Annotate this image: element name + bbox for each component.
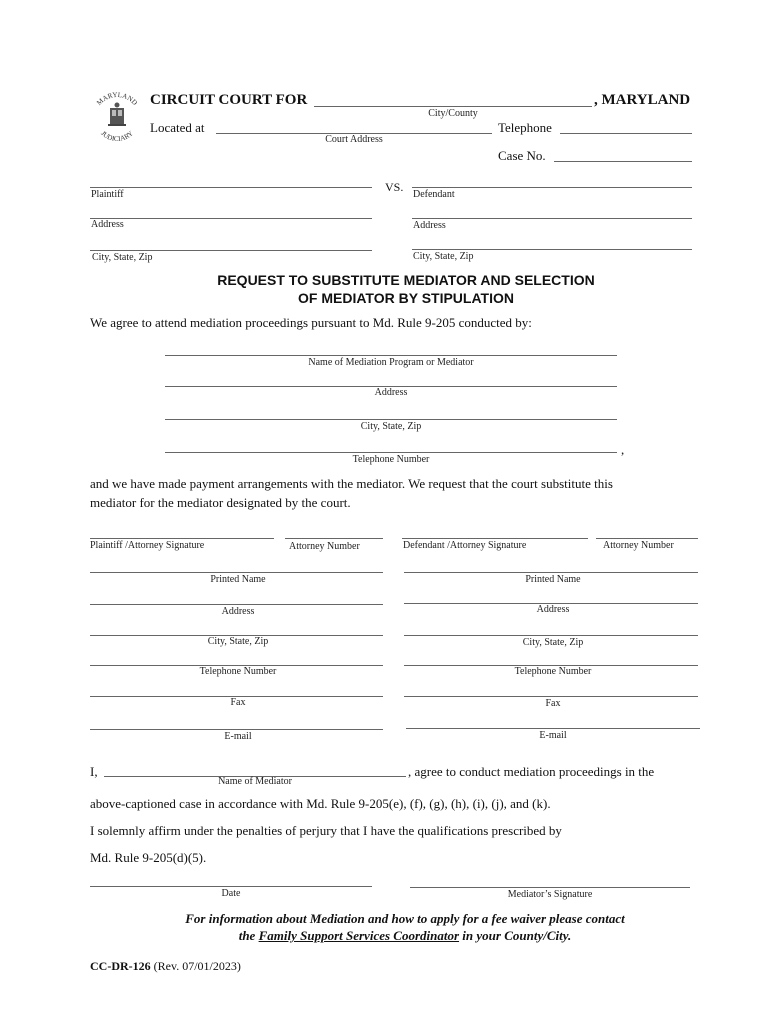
mediator-csz-label: City, State, Zip (360, 421, 422, 432)
located-at-label: Located at (150, 120, 205, 135)
affirmation-line3: I solemnly affirm under the penalties of perjury that I have the qualifications prescribed by (90, 823, 562, 838)
plaintiff-fax-label: Fax (230, 697, 246, 708)
plaintiff-line[interactable] (90, 187, 372, 188)
state-suffix: , MARYLAND (594, 92, 691, 108)
mediator-signature-label: Mediator’s Signature (507, 889, 593, 900)
mediator-name-label: Name of Mediation Program or Mediator (308, 357, 474, 368)
defendant-csz-label: City, State, Zip (413, 251, 474, 262)
defendant-fax-line[interactable] (404, 696, 698, 697)
plaintiff-address-line[interactable] (90, 218, 372, 219)
plaintiff-signature-label: Plaintiff /Attorney Signature (90, 540, 205, 551)
form-revision: (Rev. 07/01/2023) (153, 959, 241, 973)
plaintiff-printed-name-label: Printed Name (210, 574, 266, 585)
defendant-line[interactable] (412, 187, 692, 188)
defendant-printed-name-label: Printed Name (525, 574, 581, 585)
plaintiff-attorney-number-label: Attorney Number (289, 541, 360, 552)
defendant-fax-label: Fax (545, 698, 561, 709)
defendant-signature-label: Defendant /Attorney Signature (403, 540, 527, 551)
defendant-sig-phone-label: Telephone Number (514, 666, 592, 677)
defendant-csz-line[interactable] (412, 249, 692, 250)
court-telephone-line[interactable] (560, 133, 692, 134)
defendant-signature-line[interactable] (402, 538, 588, 539)
plaintiff-address-label: Address (91, 219, 124, 230)
telephone-label: Telephone (498, 120, 552, 135)
defendant-sig-csz-line[interactable] (404, 635, 698, 636)
defendant-email-label: E-mail (539, 730, 567, 741)
defendant-sig-csz-label: City, State, Zip (522, 637, 584, 648)
form-id: CC-DR-126 (90, 959, 151, 973)
defendant-address-label: Address (413, 220, 446, 231)
mediator-telephone-line[interactable] (165, 452, 617, 453)
note-line2-pre: the (238, 928, 256, 943)
vs-label: VS. (385, 180, 404, 194)
affirmation-line2: above-captioned case in accordance with Md. Rule 9-205(e), (f), (g), (h), (i), (j), and (k). (90, 796, 551, 811)
plaintiff-sig-address-line[interactable] (90, 604, 383, 605)
city-county-label: City/County (428, 108, 478, 119)
defendant-label: Defendant (413, 189, 455, 200)
form-title-line1: REQUEST TO SUBSTITUTE MEDIATOR AND SELECTION (217, 272, 595, 288)
court-address-label: Court Address (325, 134, 383, 145)
defendant-address-line[interactable] (412, 218, 692, 219)
defendant-printed-name-line[interactable] (404, 572, 698, 573)
city-county-line[interactable] (314, 106, 592, 107)
date-line[interactable] (90, 886, 372, 887)
plaintiff-email-label: E-mail (224, 731, 252, 742)
svg-text:MARYLAND: MARYLAND (95, 90, 139, 107)
mediator-address-label: Address (374, 387, 408, 398)
agreement-intro: We agree to attend mediation proceedings pursuant to Md. Rule 9-205 conducted by: (90, 315, 532, 330)
court-prefix: CIRCUIT COURT FOR (150, 92, 308, 108)
defendant-attorney-number-label: Attorney Number (603, 540, 674, 551)
mediator-csz-line[interactable] (165, 419, 617, 420)
plaintiff-printed-name-line[interactable] (90, 572, 383, 573)
agreement-para-line2: mediator for the mediator designated by the court. (90, 495, 351, 510)
plaintiff-sig-csz-label: City, State, Zip (207, 636, 269, 647)
plaintiff-sig-phone-label: Telephone Number (199, 666, 277, 677)
affirmation-agree-text: , agree to conduct mediation proceedings in the (408, 764, 655, 779)
plaintiff-email-line[interactable] (90, 729, 383, 730)
date-label: Date (221, 888, 241, 899)
form-title-line2: OF MEDIATOR BY STIPULATION (298, 290, 514, 306)
note-line2-post: in your County/City. (462, 928, 572, 943)
case-no-label: Case No. (498, 148, 546, 163)
plaintiff-csz-label: City, State, Zip (92, 252, 153, 263)
telephone-comma: , (621, 442, 625, 457)
plaintiff-sig-address-label: Address (221, 606, 255, 617)
maryland-judiciary-seal (88, 88, 146, 146)
svg-text:JUDICIARY: JUDICIARY (99, 129, 135, 144)
family-support-coordinator-text: Family Support Services Coordinator (258, 928, 460, 943)
plaintiff-label: Plaintiff (91, 189, 124, 200)
fee-waiver-note-line1: For information about Mediation and how to apply for a fee waiver please contact (185, 911, 625, 926)
defendant-attorney-number-line[interactable] (596, 538, 698, 539)
form-footer (90, 959, 241, 974)
plaintiff-signature-line[interactable] (90, 538, 274, 539)
name-of-mediator-label: Name of Mediator (218, 776, 292, 787)
fee-waiver-note-line2 (60, 928, 750, 944)
agreement-para-line1: and we have made payment arrangements with the mediator. We request that the court substitute this (90, 476, 613, 491)
plaintiff-csz-line[interactable] (90, 250, 372, 251)
affirmation-line4: Md. Rule 9-205(d)(5). (90, 850, 207, 865)
defendant-sig-address-label: Address (536, 604, 570, 615)
defendant-email-line[interactable] (406, 728, 700, 729)
mediator-telephone-label: Telephone Number (352, 454, 430, 465)
plaintiff-attorney-number-line[interactable] (285, 538, 383, 539)
mediator-name-line[interactable] (165, 355, 617, 356)
mediator-signature-line[interactable] (410, 887, 690, 888)
case-no-line[interactable] (554, 161, 692, 162)
affirmation-i: I, (90, 764, 98, 779)
